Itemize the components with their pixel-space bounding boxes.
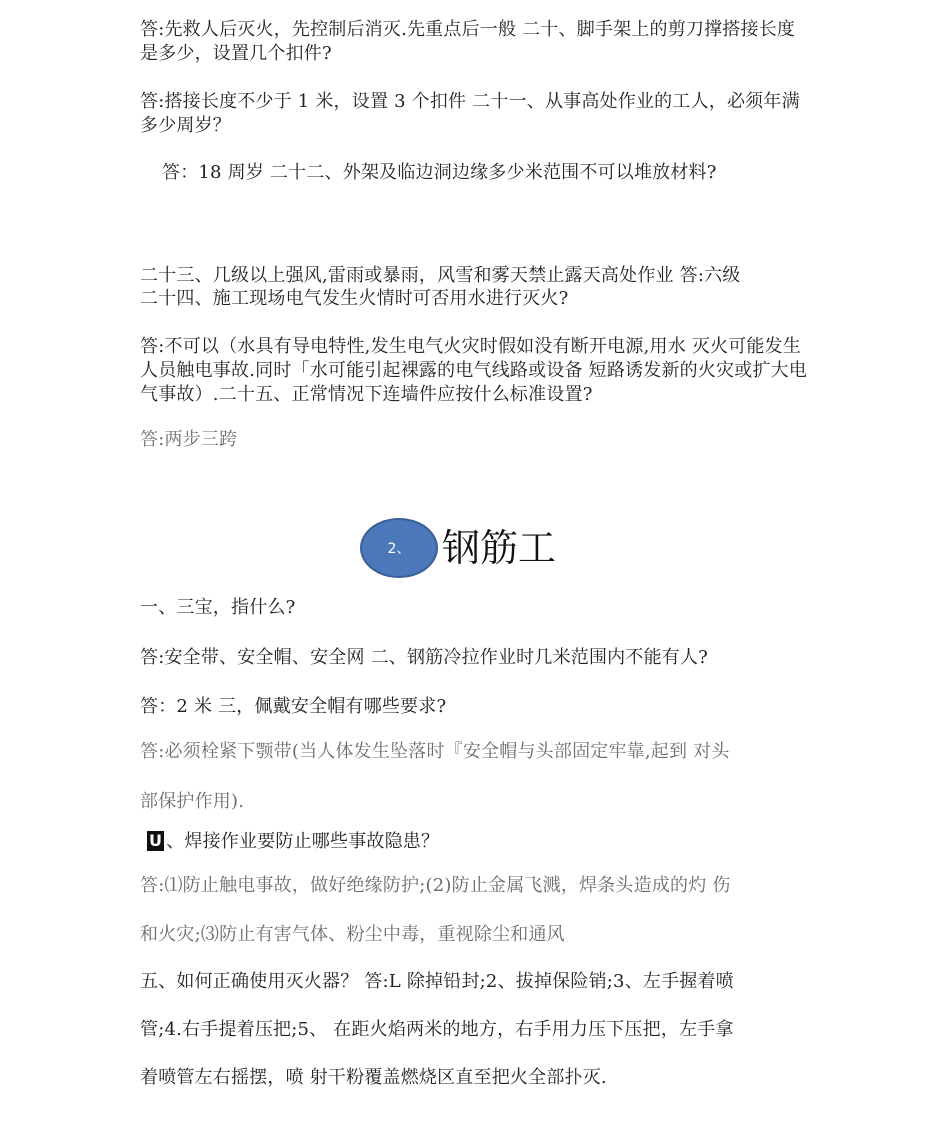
question-5-line-3: 着喷管左右摇摆，喷 射干粉覆盖燃烧区直至把火全部扑灭. bbox=[140, 1067, 607, 1088]
question-5-line-1: 五、如何正确使用灭火器？ 答:L 除掉铅封;2、拔掉保险销;3、左手握着喷 bbox=[140, 971, 734, 992]
paragraph-answer-21-question-22: 答：18 周岁 二十二、外架及临边洞边缘多少米范围不可以堆放材料? bbox=[162, 162, 717, 183]
answer-3-line-2: 部保护作用). bbox=[140, 791, 245, 812]
paragraph-answer-19-question-20: 答:先救人后灭火，先控制后消灭.先重点后一般 二十、脚手架上的剪刀撑搭接长度是多少，设置几个扣件? bbox=[140, 19, 796, 64]
answer-2-question-3: 答：2 米 三，佩戴安全帽有哪些要求? bbox=[140, 696, 447, 717]
paragraph-answer-24-question-25: 答:不可以（水具有导电特性,发生电气火灾时假如没有断开电源,用水 灭火可能发生人员触电事故.同时「水可能引起裸露的电气线路或设备 短路诱发新的火灾或扩大电气事故）.二十五、正常情况下连墙件应按什么标准设置? bbox=[140, 336, 808, 405]
section-header bbox=[360, 518, 600, 582]
answer-1-question-2: 答:安全带、安全帽、安全网 二、钢筋冷拉作业时几米范围内不能有人? bbox=[140, 647, 709, 668]
question-1: 一、三宝，指什么? bbox=[140, 597, 296, 618]
paragraph-answer-25: 答:两步三跨 bbox=[140, 429, 238, 450]
paragraph-question-24: 二十四、施工现场电气发生火情时可否用水进行灭火? bbox=[140, 288, 569, 309]
section-title: 钢筋工 bbox=[442, 526, 557, 570]
paragraph-question-23-answer: 二十三、几级以上强风,雷雨或暴雨，风雪和雾天禁止露天高处作业 答:六级 bbox=[140, 265, 741, 286]
section-number-badge bbox=[360, 518, 438, 578]
question-4-marker: U bbox=[149, 831, 163, 850]
paragraph-answer-20-question-21: 答:搭接长度不少于 1 米，设置 3 个扣件 二十一、从事高处作业的工人，必须年满多少周岁？ bbox=[140, 91, 800, 136]
answer-4-line-2: 和火灾;⑶防止有害气体、粉尘中毒，重视除尘和通风 bbox=[140, 924, 565, 945]
question-4-text: 、焊接作业要防止哪些事故隐患？ bbox=[166, 831, 440, 852]
section-number-label: 2、 bbox=[387, 541, 411, 557]
answer-4-line-1: 答:⑴防止触电事故，做好绝缘防护;(2)防止金属飞溅，焊条头造成的灼 伤 bbox=[140, 875, 731, 896]
question-4 bbox=[142, 830, 812, 854]
answer-3-line-1: 答:必须栓紧下颚带(当人体发生坠落时『安全帽与头部固定牢靠,起到 对头 bbox=[140, 741, 730, 762]
question-5-line-2: 管;4.右手提着压把;5、 在距火焰两米的地方，右手用力压下压把，左手拿 bbox=[140, 1019, 734, 1040]
